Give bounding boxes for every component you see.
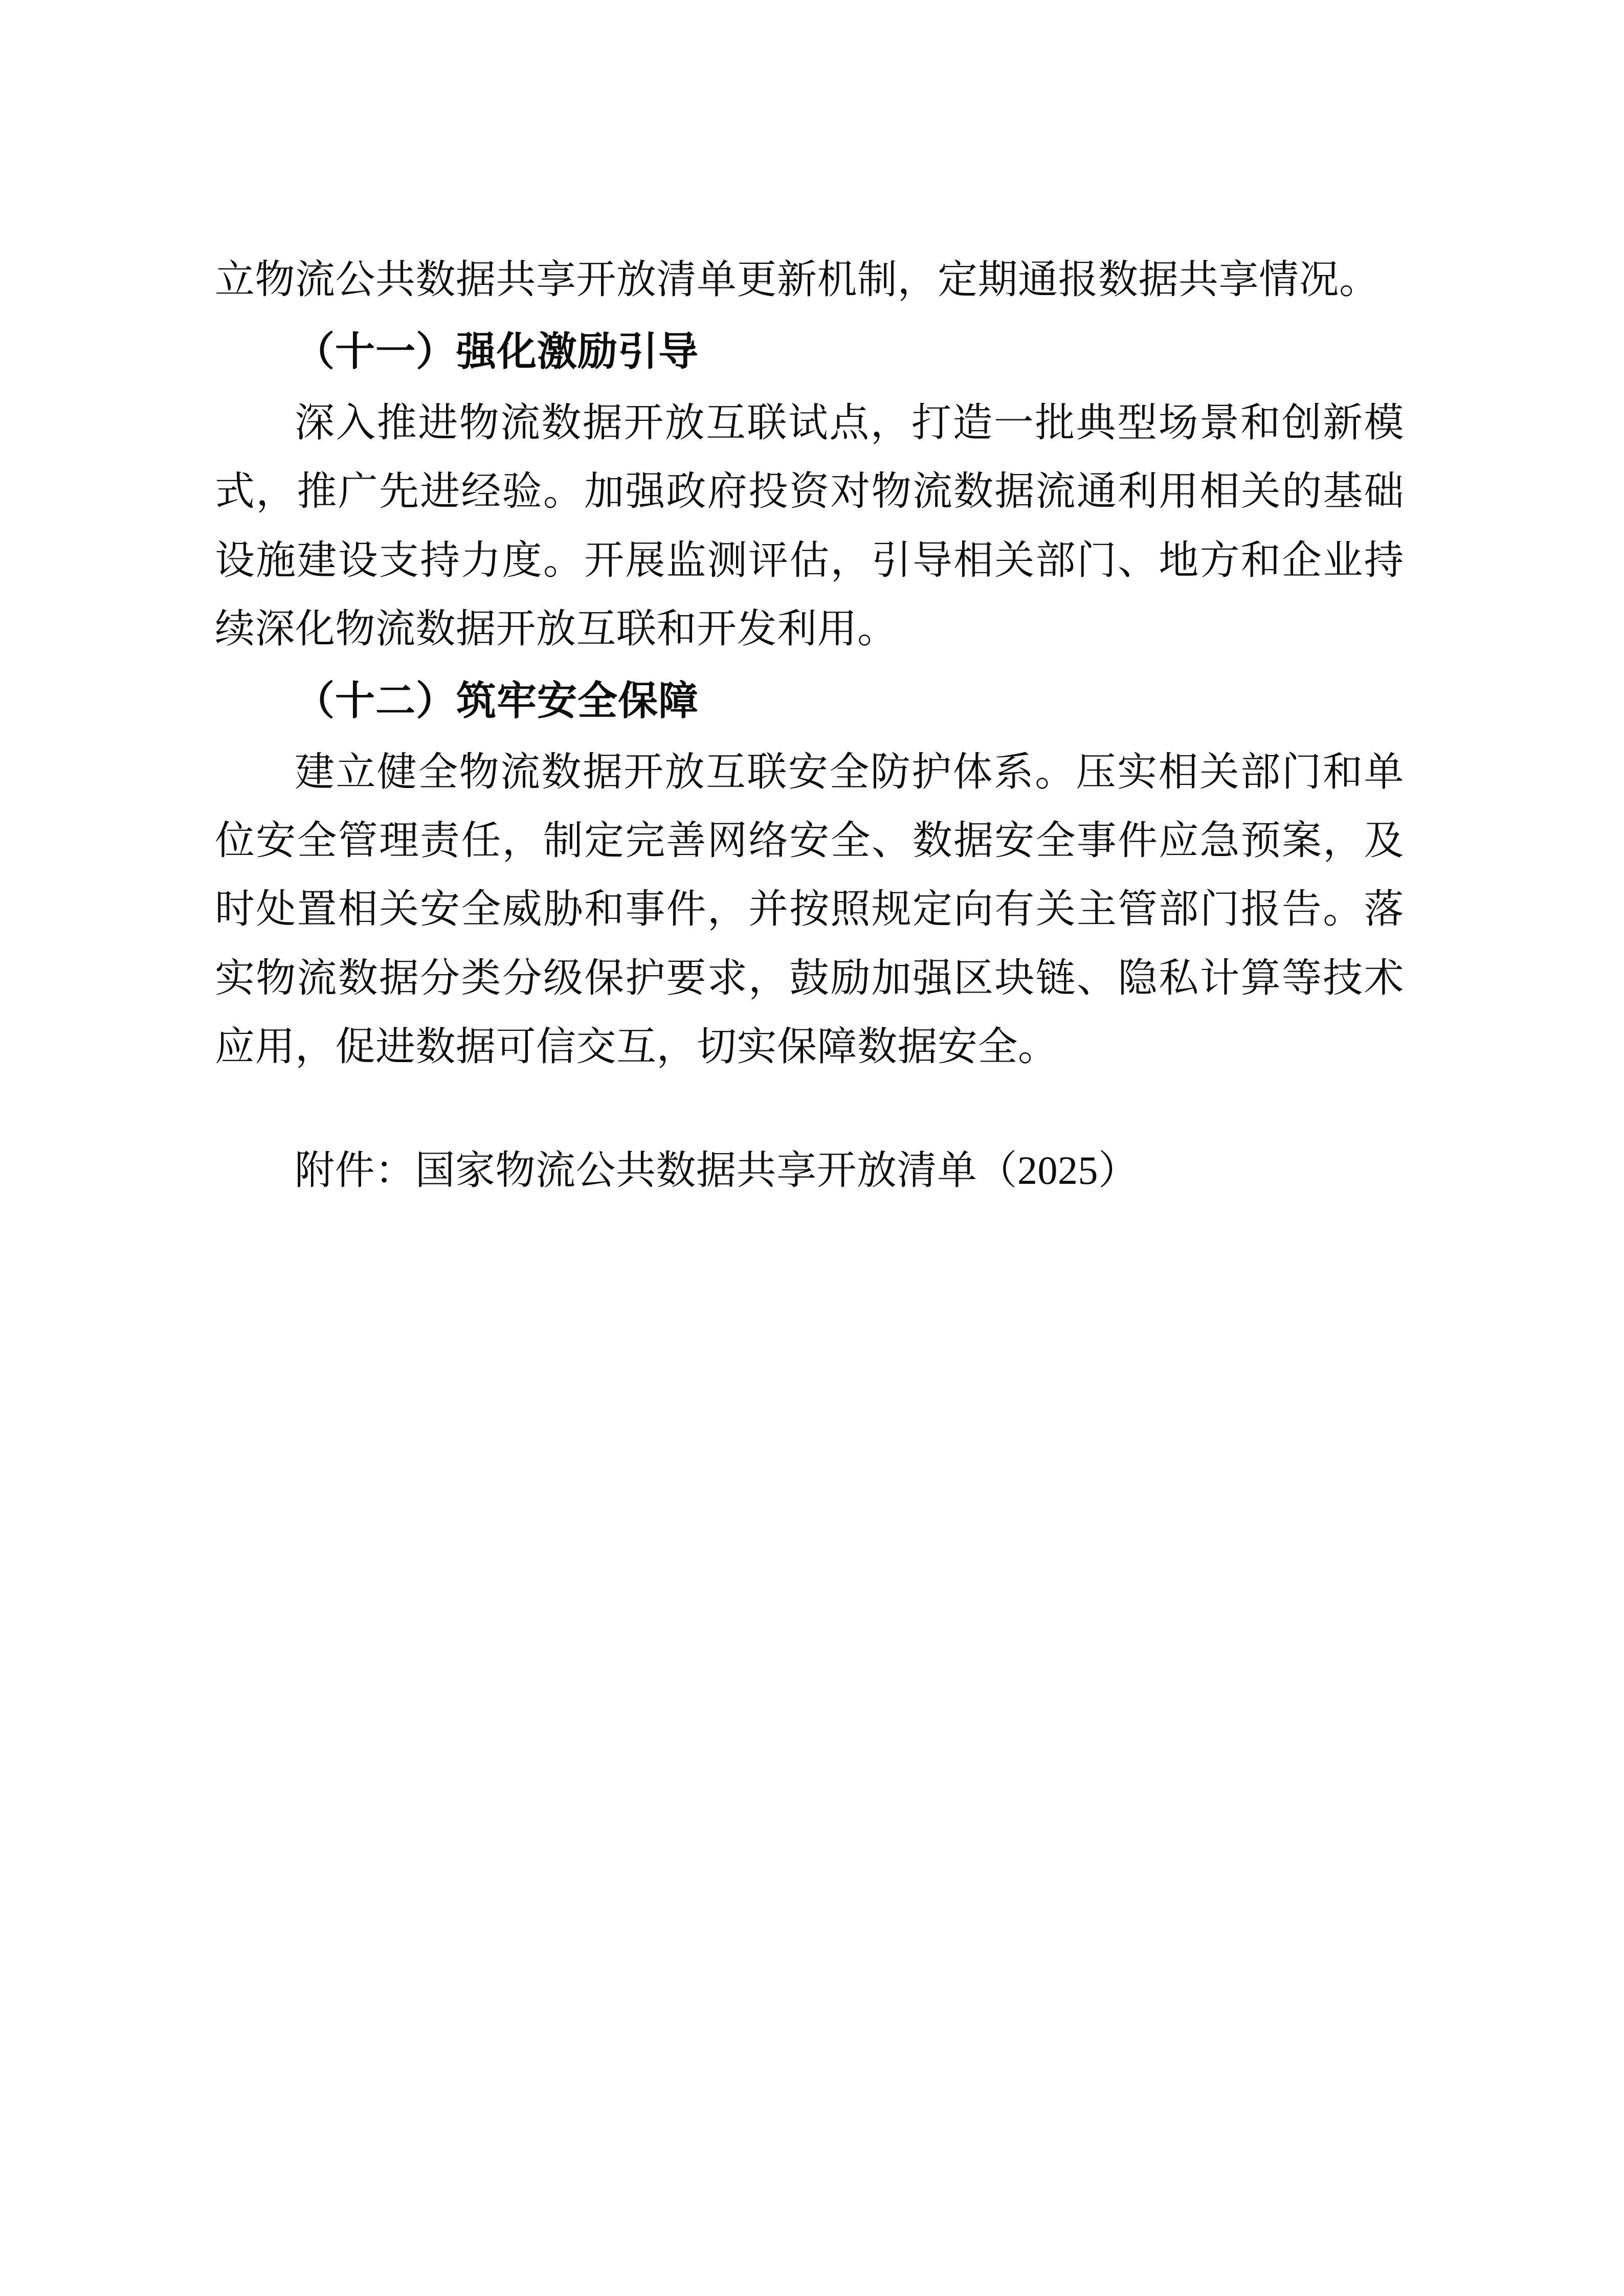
section-heading-twelve: （十二）筑牢安全保障	[295, 678, 699, 723]
section-spacer	[215, 1082, 1404, 1131]
section-paragraph-eleven: 深入推进物流数据开放互联试点，打造一批典型场景和创新模式，推广先进经验。加强政府投资对物流数据流通利用相关的基础设施建设支持力度。开展监测评估，引导相关部门、地方和企业持续深化物流数据开放互联和开发利用。	[215, 400, 1404, 651]
continued-paragraph: 立物流公共数据共享开放清单更新机制，定期通报数据共享情况。	[215, 257, 1380, 302]
section-heading-eleven: （十一）强化激励引导	[295, 329, 699, 374]
document-body	[215, 245, 1404, 1205]
section-paragraph-twelve: 建立健全物流数据开放互联安全防护体系。压实相关部门和单位安全管理责任，制定完善网络安全、数据安全事件应急预案，及时处置相关安全威胁和事件，并按照规定向有关主管部门报告。落实物流数据分类分级保护要求，鼓励加强区块链、隐私计算等技术应用，促进数据可信交互，切实保障数据安全。	[215, 750, 1404, 1069]
attachment-line: 附件：国家物流公共数据共享开放清单（2025）	[295, 1147, 1139, 1192]
